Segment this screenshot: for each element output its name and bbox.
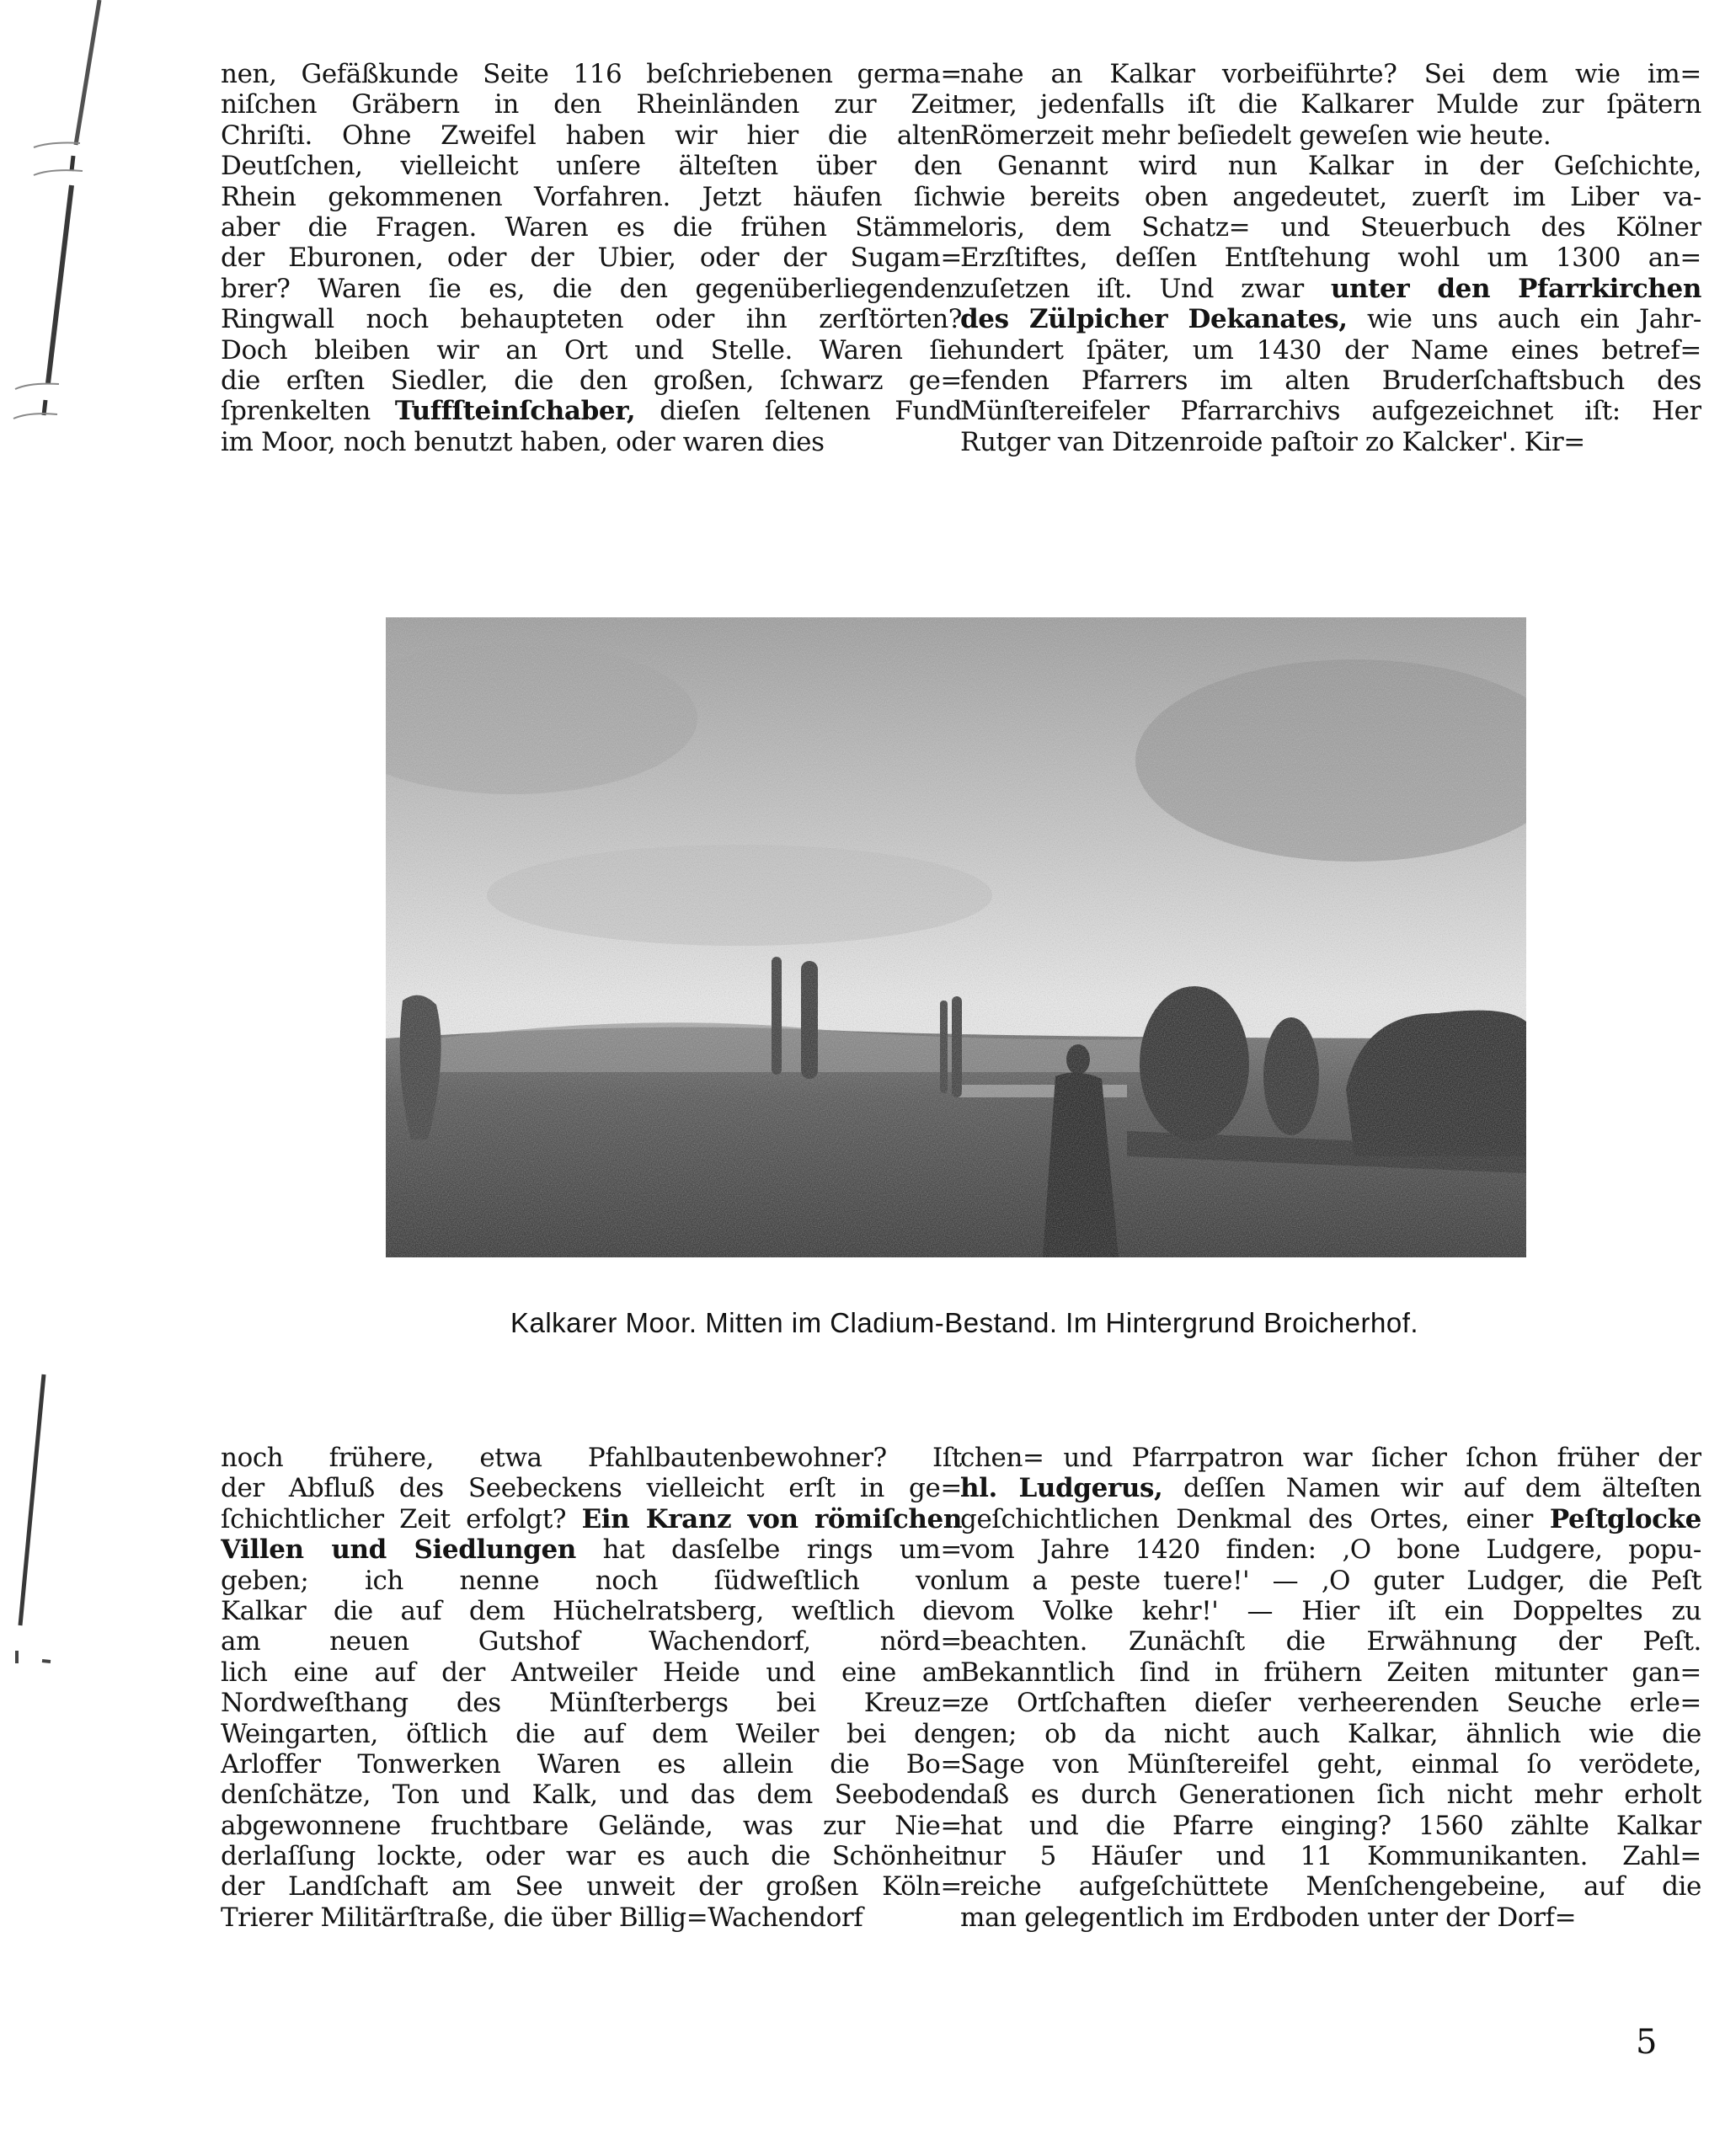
text-line: Deutſchen, vielleicht unſere älteſten über den <box>221 151 962 182</box>
text-line: lich eine auf der Antweiler Heide und eine am <box>221 1657 962 1688</box>
text-run: dieſen ſeltenen Fund <box>635 396 962 427</box>
text-line: nahe an Kalkar vorbeiführte? Sei dem wie im= <box>960 59 1701 89</box>
text-line <box>221 1534 962 1565</box>
text-line: aber die Fragen. Waren es die frühen Stämme <box>221 211 962 243</box>
text-line: Bekanntlich ſind in frühern Zeiten mitunter gan= <box>960 1657 1701 1688</box>
text-run: deſſen Namen wir auf dem älteſten <box>1162 1473 1701 1504</box>
text-line: fenden Pfarrers im alten Bruderſchaftsbuch des <box>960 365 1701 396</box>
text-line: Genannt wird nun Kalkar in der Geſchichte, <box>997 151 1701 182</box>
text-line: Kalkar die auf dem Hüchelratsberg, weſtlich die <box>221 1595 962 1626</box>
text-line <box>960 1473 1701 1503</box>
text-line: wie bereits oben angedeutet, zuerſt im Liber va- <box>960 181 1701 212</box>
text-line: hat und die Pfarre einging? 1560 zählte Kalkar <box>960 1810 1701 1841</box>
text-line: denſchätze, Ton und Kalk, und das dem Seeboden <box>221 1780 962 1811</box>
text-line: reiche aufgeſchüttete Menſchengebeine, auf die <box>960 1871 1701 1903</box>
text-column-bottom-right <box>960 1443 1701 1933</box>
text-line: Chriſti. Ohne Zweifel haben wir hier die alten <box>221 120 962 151</box>
text-line: vom Volke kehr!' — Hier iſt ein Doppeltes zu <box>960 1595 1701 1626</box>
text-line: ze Ortſchaften dieſer verheerenden Seuche erle= <box>960 1688 1701 1719</box>
text-line: mer, jedenfalls iſt die Kalkarer Mulde zur ſpätern <box>960 89 1701 120</box>
text-line: lum a peste tuere!' — ‚O guter Ludger, die Peſt <box>960 1565 1701 1596</box>
binding-edge-marks <box>0 0 109 2156</box>
text-line: der Abfluß des Seebeckens vielleicht erſt in ge= <box>221 1473 962 1504</box>
bold-phrase: unter den Pfarrkirchen <box>1330 273 1701 304</box>
text-line: im Moor, noch benutzt haben, oder waren dies <box>221 426 825 457</box>
text-line: Arloffer Tonwerken Waren es allein die Bo= <box>221 1748 962 1780</box>
text-line: Ringwall noch behaupteten oder ihn zerſtörten? <box>221 304 962 335</box>
text-line: Rhein gekommenen Vorfahren. Jetzt häufen ſich <box>221 181 962 212</box>
text-line: Nordweſthang des Münſterbergs bei Kreuz= <box>221 1688 962 1719</box>
text-line: derlaſſung lockte, oder war es auch die Schönheit <box>221 1841 962 1872</box>
text-line: der Landſchaft am See unweit der großen Köln= <box>221 1871 962 1903</box>
text-line: man gelegentlich im Erdboden unter der Dorf= <box>960 1902 1577 1933</box>
text-line: chen= und Pfarrpatron war ſicher ſchon früher der <box>960 1443 1701 1473</box>
bold-phrase: hl. Ludgerus, <box>960 1473 1163 1504</box>
bold-phrase: Tuffſteinſchaber, <box>394 396 636 427</box>
text-line <box>221 396 962 426</box>
text-line: Trierer Militärſtraße, die über Billig=Wachendorf <box>221 1902 863 1933</box>
text-line: gen; ob da nicht auch Kalkar, ähnlich wie die <box>960 1718 1701 1749</box>
text-line: Römerzeit mehr beſiedelt geweſen wie heute. <box>960 120 1551 151</box>
text-run: hat dasſelbe rings um= <box>575 1534 962 1566</box>
text-run: wie uns auch ein Jahr- <box>1347 304 1701 335</box>
text-line: Weingarten, öſtlich die auf dem Weiler bei den <box>221 1718 962 1749</box>
text-line: niſchen Gräbern in den Rheinländen zur Zeit <box>221 89 962 120</box>
text-line <box>960 274 1701 304</box>
text-line: hundert ſpäter, um 1430 der Name eines betref= <box>960 334 1701 366</box>
text-run: zuſetzen iſt. Und zwar <box>960 273 1331 304</box>
text-line <box>221 1504 962 1534</box>
text-line: Doch bleiben wir an Ort und Stelle. Waren ſie <box>221 334 962 366</box>
text-line: die erſten Siedler, die den großen, ſchwarz ge= <box>221 365 962 396</box>
text-column-bottom-left <box>221 1443 962 1933</box>
text-line: noch frühere, etwa Pfahlbautenbewohner? Iſt <box>221 1443 962 1473</box>
text-line: Erzſtiftes, deſſen Entſtehung wohl um 1300 an= <box>960 243 1701 274</box>
bold-phrase: Villen und Siedlungen <box>221 1534 576 1566</box>
text-line: Rutger van Ditzenroide paſtoir zo Kalcker'. Kir= <box>960 426 1585 457</box>
text-line <box>960 304 1701 334</box>
text-run: ſprenkelten <box>221 396 395 427</box>
text-line: abgewonnene fruchtbare Gelände, was zur Nie= <box>221 1810 962 1841</box>
page-number: 5 <box>1636 2023 1658 2062</box>
text-column-top-right <box>960 59 1701 457</box>
text-line <box>960 1504 1701 1534</box>
text-line: vom Jahre 1420 finden: ‚O bone Ludgere, popu- <box>960 1534 1701 1566</box>
text-line: brer? Waren ſie es, die den gegenüberliegenden <box>221 273 962 304</box>
bold-phrase: Peſtglocke <box>1549 1503 1701 1534</box>
text-line: nen, Gefäßkunde Seite 116 beſchriebenen germa= <box>221 59 962 89</box>
text-run: ſchichtlicher Zeit erfolgt? <box>221 1503 582 1534</box>
text-line: Münſtereifeler Pfarrarchivs aufgezeichnet iſt: Her <box>960 396 1701 427</box>
bold-phrase: Ein Kranz von römiſchen <box>581 1503 962 1534</box>
text-line: geben; ich nenne noch ſüdweſtlich von <box>221 1565 962 1596</box>
text-line: der Eburonen, oder der Ubier, oder der Sugam= <box>221 243 962 274</box>
text-line: daß es durch Generationen ſich nicht mehr erholt <box>960 1780 1701 1811</box>
text-line: beachten. Zunächſt die Erwähnung der Peſt. <box>960 1626 1701 1657</box>
photo-caption: Kalkarer Moor. Mitten im Cladium-Bestand. Im Hintergrund Broicherhof. <box>510 1307 1419 1338</box>
text-line: nur 5 Häuſer und 11 Kommunikanten. Zahl= <box>960 1841 1701 1872</box>
text-line: loris, dem Schatz= und Steuerbuch des Kölner <box>960 211 1701 243</box>
text-run: geſchichtlichen Denkmal des Ortes, einer <box>960 1503 1550 1534</box>
bold-phrase: des Zülpicher Dekanates, <box>960 304 1348 335</box>
text-line: am neuen Gutshof Wachendorf, nörd= <box>221 1626 962 1657</box>
text-line: Sage von Münſtereifel geht, einmal ſo verödete, <box>960 1748 1701 1780</box>
moor-photograph <box>386 617 1526 1257</box>
text-column-top-left <box>221 59 962 457</box>
